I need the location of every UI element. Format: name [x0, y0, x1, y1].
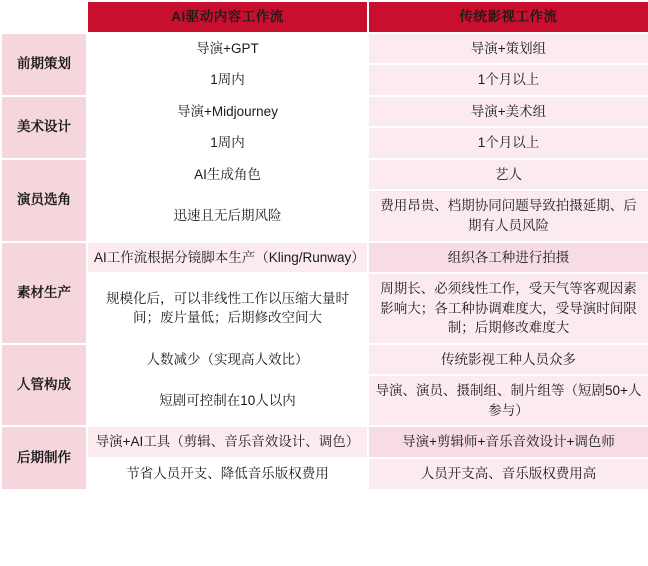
header-traditional-column: 传统影视工作流 [368, 1, 648, 33]
row-label-postproduction: 后期制作 [1, 426, 87, 489]
cell-traditional: 1个月以上 [368, 64, 648, 96]
cell-ai: 短剧可控制在10人以内 [87, 375, 368, 426]
table-row [1, 273, 648, 344]
cell-ai: 人数减少（实现高人效比） [87, 344, 368, 376]
cell-ai: 1周内 [87, 127, 368, 159]
cell-traditional: 人员开支高、音乐版权费用高 [368, 458, 648, 490]
table-row [1, 344, 648, 376]
table-row [1, 159, 648, 191]
row-label-material-production: 素材生产 [1, 242, 87, 344]
header-ai-column: AI驱动内容工作流 [87, 1, 368, 33]
table-row [1, 190, 648, 241]
table-row [1, 127, 648, 159]
cell-traditional: 导演+美术组 [368, 96, 648, 128]
table-row [1, 242, 648, 274]
row-label-art-design: 美术设计 [1, 96, 87, 159]
table-header-row [1, 1, 648, 33]
cell-traditional: 传统影视工种人员众多 [368, 344, 648, 376]
cell-traditional: 1个月以上 [368, 127, 648, 159]
header-blank-cell [1, 1, 87, 33]
table-row [1, 64, 648, 96]
cell-ai: 1周内 [87, 64, 368, 96]
table-row [1, 458, 648, 490]
cell-traditional: 组织各工种进行拍摄 [368, 242, 648, 274]
cell-traditional: 周期长、必须线性工作，受天气等客观因素影响大；各工种协调难度大，受导演时间限制；后期修改难度大 [368, 273, 648, 344]
table-row [1, 375, 648, 426]
cell-traditional: 导演+策划组 [368, 33, 648, 65]
cell-ai: AI生成角色 [87, 159, 368, 191]
cell-ai: 导演+GPT [87, 33, 368, 65]
row-label-preproduction: 前期策划 [1, 33, 87, 96]
cell-ai: AI工作流根据分镜脚本生产（Kling/Runway） [87, 242, 368, 274]
table-row [1, 96, 648, 128]
table-row [1, 33, 648, 65]
cell-ai: 规模化后，可以非线性工作以压缩大量时间；废片量低；后期修改空间大 [87, 273, 368, 344]
cell-traditional: 导演、演员、摄制组、制片组等（短剧50+人参与） [368, 375, 648, 426]
cell-traditional: 艺人 [368, 159, 648, 191]
row-label-casting: 演员选角 [1, 159, 87, 242]
table-row [1, 426, 648, 458]
cell-ai: 迅速且无后期风险 [87, 190, 368, 241]
row-label-staffing: 人管构成 [1, 344, 87, 427]
cell-ai: 导演+Midjourney [87, 96, 368, 128]
cell-ai: 节省人员开支、降低音乐版权费用 [87, 458, 368, 490]
cell-traditional: 费用昂贵、档期协同问题导致拍摄延期、后期有人员风险 [368, 190, 648, 241]
cell-ai: 导演+AI工具（剪辑、音乐音效设计、调色） [87, 426, 368, 458]
cell-traditional: 导演+剪辑师+音乐音效设计+调色师 [368, 426, 648, 458]
